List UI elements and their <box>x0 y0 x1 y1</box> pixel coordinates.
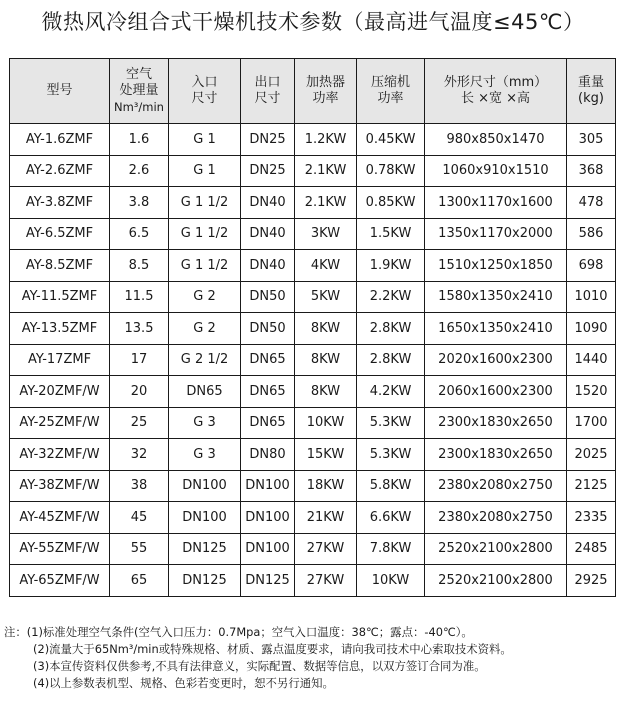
cell-heater-power: 2.1KW <box>295 155 357 187</box>
cell-air-flow: 32 <box>110 439 169 471</box>
header-inlet-size: 入口 尺寸 <box>169 59 241 124</box>
cell-outlet-size: DN100 <box>241 502 295 534</box>
cell-compressor-power: 0.85KW <box>357 187 425 219</box>
cell-dimensions: 2380x2080x2750 <box>425 502 567 534</box>
cell-heater-power: 4KW <box>295 250 357 282</box>
cell-dimensions: 2020x1600x2300 <box>425 344 567 376</box>
header-heater-power: 加热器 功率 <box>295 59 357 124</box>
header-air-flow: 空气 处理量 Nm³/min <box>110 59 169 124</box>
cell-inlet-size: G 1 <box>169 124 241 156</box>
cell-weight: 2125 <box>567 470 616 502</box>
cell-inlet-size: G 1 1/2 <box>169 250 241 282</box>
cell-air-flow: 25 <box>110 407 169 439</box>
cell-inlet-size: G 1 <box>169 155 241 187</box>
cell-heater-power: 10KW <box>295 407 357 439</box>
cell-air-flow: 6.5 <box>110 218 169 250</box>
cell-model: AY-25ZMF/W <box>10 407 110 439</box>
cell-outlet-size: DN50 <box>241 313 295 345</box>
note-line: 注：(1)标准处理空气条件(空气入口压力：0.7Mpa；空气入口温度：38℃；露点：-40℃）。 <box>4 625 473 639</box>
cell-heater-power: 21KW <box>295 502 357 534</box>
table-row <box>10 439 616 471</box>
cell-weight: 2485 <box>567 533 616 565</box>
cell-heater-power: 3KW <box>295 218 357 250</box>
note-line: (2)流量大于65Nm³/min或特殊规格、材质、露点温度要求，请向我司技术中心索取技术资料。 <box>33 642 512 656</box>
cell-compressor-power: 5.3KW <box>357 439 425 471</box>
cell-inlet-size: G 3 <box>169 407 241 439</box>
table-row <box>10 533 616 565</box>
cell-air-flow: 8.5 <box>110 250 169 282</box>
cell-weight: 1520 <box>567 376 616 408</box>
header-outlet-size: 出口 尺寸 <box>241 59 295 124</box>
notes <box>4 624 624 692</box>
cell-inlet-size: G 3 <box>169 439 241 471</box>
note-line: (3)本宣传资料仅供参考,不具有法律意义，实际配置、数据等信息，以双方签订合同为准。 <box>33 659 486 673</box>
spec-table <box>9 58 616 597</box>
table-row <box>10 344 616 376</box>
cell-dimensions: 1350x1170x2000 <box>425 218 567 250</box>
cell-model: AY-11.5ZMF <box>10 281 110 313</box>
cell-heater-power: 5KW <box>295 281 357 313</box>
table-row <box>10 250 616 282</box>
note-line: (4)以上参数表机型、规格、色彩若变更时，恕不另行通知。 <box>33 676 334 690</box>
cell-weight: 1440 <box>567 344 616 376</box>
table-row <box>10 502 616 534</box>
table-body <box>10 124 616 597</box>
cell-dimensions: 1060x910x1510 <box>425 155 567 187</box>
cell-outlet-size: DN65 <box>241 407 295 439</box>
cell-compressor-power: 2.8KW <box>357 313 425 345</box>
cell-heater-power: 2.1KW <box>295 187 357 219</box>
cell-weight: 1700 <box>567 407 616 439</box>
cell-model: AY-20ZMF/W <box>10 376 110 408</box>
header-weight: 重量 (kg) <box>567 59 616 124</box>
cell-weight: 1090 <box>567 313 616 345</box>
cell-outlet-size: DN125 <box>241 565 295 597</box>
header-model: 型号 <box>10 59 110 124</box>
cell-outlet-size: DN100 <box>241 533 295 565</box>
cell-outlet-size: DN40 <box>241 250 295 282</box>
cell-compressor-power: 1.5KW <box>357 218 425 250</box>
cell-dimensions: 2520x2100x2800 <box>425 533 567 565</box>
cell-model: AY-38ZMF/W <box>10 470 110 502</box>
cell-inlet-size: G 2 <box>169 281 241 313</box>
cell-dimensions: 2380x2080x2750 <box>425 470 567 502</box>
table-row <box>10 218 616 250</box>
cell-air-flow: 65 <box>110 565 169 597</box>
cell-air-flow: 3.8 <box>110 187 169 219</box>
table-row <box>10 281 616 313</box>
header-dimensions: 外形尺寸（mm） 长 ×宽 ×高 <box>425 59 567 124</box>
cell-compressor-power: 7.8KW <box>357 533 425 565</box>
cell-inlet-size: DN100 <box>169 470 241 502</box>
cell-outlet-size: DN40 <box>241 218 295 250</box>
cell-compressor-power: 6.6KW <box>357 502 425 534</box>
table-row <box>10 407 616 439</box>
cell-weight: 305 <box>567 124 616 156</box>
cell-compressor-power: 0.78KW <box>357 155 425 187</box>
cell-dimensions: 1300x1170x1600 <box>425 187 567 219</box>
cell-weight: 1010 <box>567 281 616 313</box>
cell-compressor-power: 2.2KW <box>357 281 425 313</box>
table-row <box>10 313 616 345</box>
cell-weight: 2925 <box>567 565 616 597</box>
cell-weight: 586 <box>567 218 616 250</box>
cell-weight: 368 <box>567 155 616 187</box>
cell-model: AY-45ZMF/W <box>10 502 110 534</box>
cell-outlet-size: DN40 <box>241 187 295 219</box>
cell-heater-power: 27KW <box>295 565 357 597</box>
cell-heater-power: 8KW <box>295 344 357 376</box>
cell-model: AY-55ZMF/W <box>10 533 110 565</box>
cell-outlet-size: DN50 <box>241 281 295 313</box>
cell-air-flow: 13.5 <box>110 313 169 345</box>
page-title: 微热风冷组合式干燥机技术参数（最高进气温度≤45℃） <box>41 10 585 34</box>
cell-air-flow: 17 <box>110 344 169 376</box>
table-row <box>10 376 616 408</box>
table-header-row <box>10 59 616 124</box>
cell-outlet-size: DN100 <box>241 470 295 502</box>
cell-dimensions: 1650x1350x2410 <box>425 313 567 345</box>
cell-weight: 2025 <box>567 439 616 471</box>
cell-compressor-power: 4.2KW <box>357 376 425 408</box>
cell-dimensions: 1580x1350x2410 <box>425 281 567 313</box>
table-row <box>10 155 616 187</box>
cell-compressor-power: 2.8KW <box>357 344 425 376</box>
cell-heater-power: 18KW <box>295 470 357 502</box>
cell-heater-power: 8KW <box>295 313 357 345</box>
cell-air-flow: 2.6 <box>110 155 169 187</box>
cell-model: AY-1.6ZMF <box>10 124 110 156</box>
cell-weight: 2335 <box>567 502 616 534</box>
cell-compressor-power: 0.45KW <box>357 124 425 156</box>
cell-air-flow: 1.6 <box>110 124 169 156</box>
cell-inlet-size: G 2 <box>169 313 241 345</box>
cell-model: AY-13.5ZMF <box>10 313 110 345</box>
cell-dimensions: 2060x1600x2300 <box>425 376 567 408</box>
cell-inlet-size: G 2 1/2 <box>169 344 241 376</box>
cell-inlet-size: DN125 <box>169 565 241 597</box>
cell-air-flow: 55 <box>110 533 169 565</box>
cell-weight: 478 <box>567 187 616 219</box>
cell-outlet-size: DN65 <box>241 344 295 376</box>
cell-compressor-power: 5.3KW <box>357 407 425 439</box>
cell-model: AY-32ZMF/W <box>10 439 110 471</box>
table-row <box>10 187 616 219</box>
cell-outlet-size: DN25 <box>241 155 295 187</box>
cell-dimensions: 2300x1830x2650 <box>425 439 567 471</box>
table-row <box>10 124 616 156</box>
cell-compressor-power: 1.9KW <box>357 250 425 282</box>
cell-model: AY-8.5ZMF <box>10 250 110 282</box>
cell-model: AY-6.5ZMF <box>10 218 110 250</box>
cell-air-flow: 20 <box>110 376 169 408</box>
cell-dimensions: 1510x1250x1850 <box>425 250 567 282</box>
cell-dimensions: 2300x1830x2650 <box>425 407 567 439</box>
cell-inlet-size: DN100 <box>169 502 241 534</box>
cell-inlet-size: DN65 <box>169 376 241 408</box>
cell-model: AY-2.6ZMF <box>10 155 110 187</box>
cell-compressor-power: 5.8KW <box>357 470 425 502</box>
cell-outlet-size: DN65 <box>241 376 295 408</box>
cell-model: AY-17ZMF <box>10 344 110 376</box>
cell-inlet-size: G 1 1/2 <box>169 218 241 250</box>
cell-dimensions: 980x850x1470 <box>425 124 567 156</box>
cell-outlet-size: DN80 <box>241 439 295 471</box>
cell-heater-power: 27KW <box>295 533 357 565</box>
cell-air-flow: 45 <box>110 502 169 534</box>
cell-heater-power: 1.2KW <box>295 124 357 156</box>
cell-weight: 698 <box>567 250 616 282</box>
table-row <box>10 565 616 597</box>
cell-model: AY-3.8ZMF <box>10 187 110 219</box>
cell-air-flow: 11.5 <box>110 281 169 313</box>
cell-heater-power: 15KW <box>295 439 357 471</box>
cell-dimensions: 2520x2100x2800 <box>425 565 567 597</box>
cell-model: AY-65ZMF/W <box>10 565 110 597</box>
cell-heater-power: 8KW <box>295 376 357 408</box>
cell-outlet-size: DN25 <box>241 124 295 156</box>
cell-air-flow: 38 <box>110 470 169 502</box>
cell-inlet-size: G 1 1/2 <box>169 187 241 219</box>
header-compressor-power: 压缩机 功率 <box>357 59 425 124</box>
cell-compressor-power: 10KW <box>357 565 425 597</box>
table-row <box>10 470 616 502</box>
cell-inlet-size: DN125 <box>169 533 241 565</box>
